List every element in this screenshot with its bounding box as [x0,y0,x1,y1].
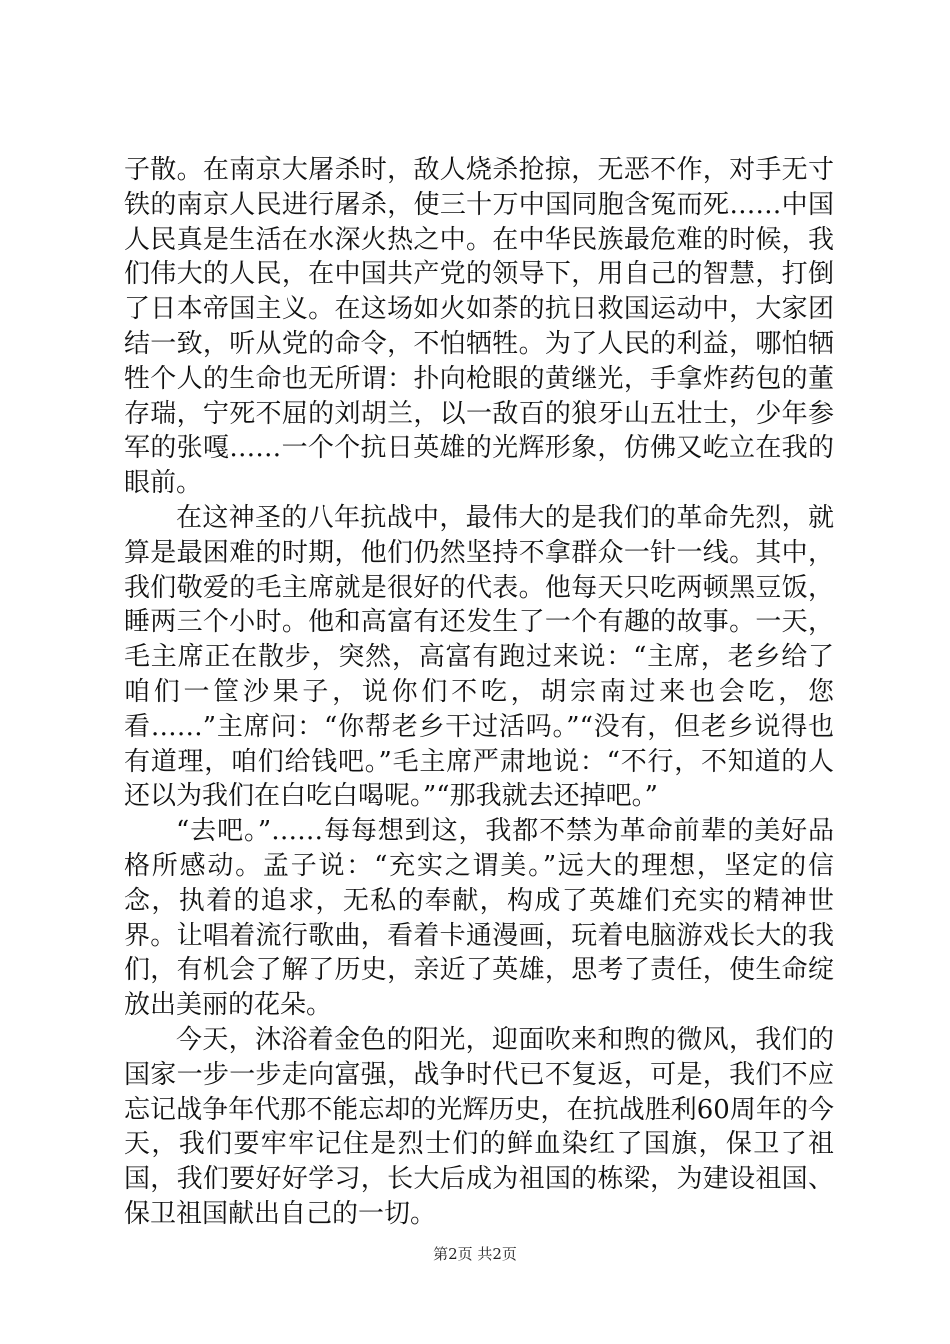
document-body [124,153,834,1232]
paragraph-1: 子散。在南京大屠杀时，敌人烧杀抢掠，无恶不作，对手无寸铁的南京人民进行屠杀，使三十万中国同胞含冤而死……中国人民真是生活在水深火热之中。在中华民族最危难的时候，我们伟大的人民，在中国共产党的领导下，用自己的智慧，打倒了日本帝国主义。在这场如火如荼的抗日救国运动中，大家团结一致，听从党的命令，不怕牺牲。为了人民的利益，哪怕牺牲个人的生命也无所谓：扑向枪眼的黄继光，手拿炸药包的董存瑞，宁死不屈的刘胡兰，以一敌百的狼牙山五壮士，少年参军的张嘎……一个个抗日英雄的光辉形象，仿佛又屹立在我的眼前。 [124,155,834,499]
paragraph-4: 今天，沐浴着金色的阳光，迎面吹来和煦的微风，我们的国家一步一步走向富强，战争时代已不复返，可是，我们不应忘记战争年代那不能忘却的光辉历史，在抗战胜利60周年的今天，我们要牢牢记住是烈士们的鲜血染红了国旗，保卫了祖国，我们要好好学习，长大后成为祖国的栋梁，为建设祖国、保卫祖国献出自己的一切。 [124,1024,834,1229]
page-number-footer: 第2页 共2页 [433,1245,517,1263]
paragraph-2: 在这神圣的八年抗战中，最伟大的是我们的革命先烈，就算是最困难的时期，他们仍然坚持不拿群众一针一线。其中，我们敬爱的毛主席就是很好的代表。他每天只吃两顿黑豆饭，睡两三个小时。他和高富有还发生了一个有趣的故事。一天，毛主席正在散步，突然，高富有跑过来说：“主席，老乡给了咱们一筐沙果子，说你们不吃，胡宗南过来也会吃，您看……”主席问：“你帮老乡干过活吗。”“没有，但老乡说得也有道理，咱们给钱吧。”毛主席严肃地说：“不行，不知道的人还以为我们在白吃白喝呢。”“那我就去还掉吧。” [124,502,834,812]
paragraph-3: “去吧。”……每每想到这，我都不禁为革命前辈的美好品格所感动。孟子说：“充实之谓美。”远大的理想，坚定的信念，执着的追求，无私的奉献，构成了英雄们充实的精神世界。让唱着流行歌曲，看着卡通漫画，玩着电脑游戏长大的我们，有机会了解了历史，亲近了英雄，思考了责任，使生命绽放出美丽的花朵。 [124,816,834,1021]
